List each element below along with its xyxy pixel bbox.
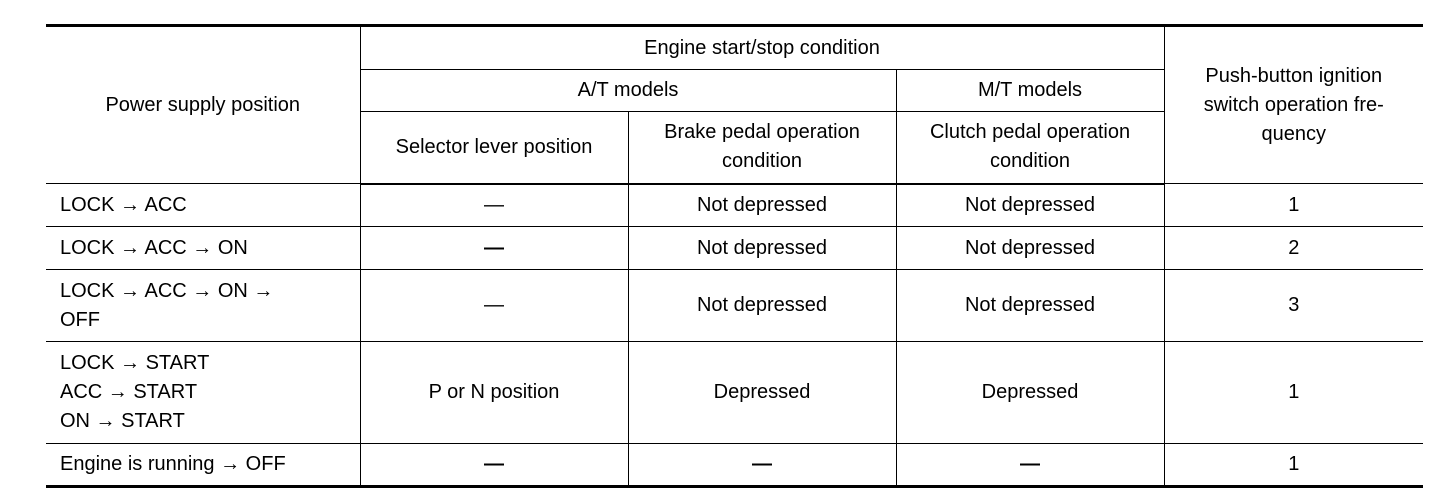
cell-clutch-pedal: Not depressed [896,184,1164,227]
cell-selector-lever: — [360,444,628,487]
header-frequency-line: quency [1261,122,1327,145]
header-at-models: A/T models [360,70,896,112]
cell-selector-lever: — [360,270,628,342]
cell-clutch-pedal: Not depressed [896,270,1164,342]
position-line: LOCK → ACC → ON → [60,279,274,302]
header-row-1 [46,26,1423,70]
cell-clutch-pedal: Not depressed [896,227,1164,270]
cell-frequency: 3 [1164,270,1423,342]
cell-brake-pedal: Not depressed [628,227,896,270]
cell-brake-pedal: — [628,444,896,487]
cell-frequency: 1 [1164,342,1423,444]
header-selector-lever: Selector lever position [360,112,628,184]
cell-power-position [46,444,360,487]
header-frequency-line: switch operation fre- [1203,93,1384,116]
cell-selector-lever: — [360,184,628,227]
cell-selector-lever: P or N position [360,342,628,444]
cell-clutch-pedal: — [896,444,1164,487]
table-row [46,270,1423,342]
position-line: OFF [60,308,100,331]
table-row [46,184,1423,227]
cell-power-position [46,184,360,227]
header-engine-condition: Engine start/stop condition [360,26,1164,70]
header-brake-pedal: Brake pedal operation condition [628,112,896,184]
cell-selector-lever: — [360,227,628,270]
cell-clutch-pedal: Depressed [896,342,1164,444]
cell-power-position [46,342,360,444]
cell-frequency: 2 [1164,227,1423,270]
spec-table-container [46,24,1423,488]
header-power-supply-position: Power supply position [46,26,360,184]
cell-frequency: 1 [1164,444,1423,487]
header-frequency-line: Push-button ignition [1205,64,1383,87]
cell-frequency: 1 [1164,184,1423,227]
table-row [46,444,1423,487]
header-clutch-pedal: Clutch pedal operation condition [896,112,1164,184]
cell-brake-pedal: Depressed [628,342,896,444]
cell-brake-pedal: Not depressed [628,270,896,342]
cell-brake-pedal: Not depressed [628,184,896,227]
header-mt-models: M/T models [896,70,1164,112]
cell-power-position [46,227,360,270]
table-row [46,342,1423,444]
position-line: LOCK → ACC [60,193,187,216]
position-line: ON → START [60,410,185,432]
position-line: LOCK → START [60,352,210,374]
position-line: LOCK → ACC → ON [60,236,248,259]
cell-power-position [46,270,360,342]
table-row [46,227,1423,270]
header-frequency [1164,26,1423,184]
position-line: Engine is running → OFF [60,453,286,475]
position-line: ACC → START [60,381,198,403]
ignition-condition-table [46,24,1423,488]
